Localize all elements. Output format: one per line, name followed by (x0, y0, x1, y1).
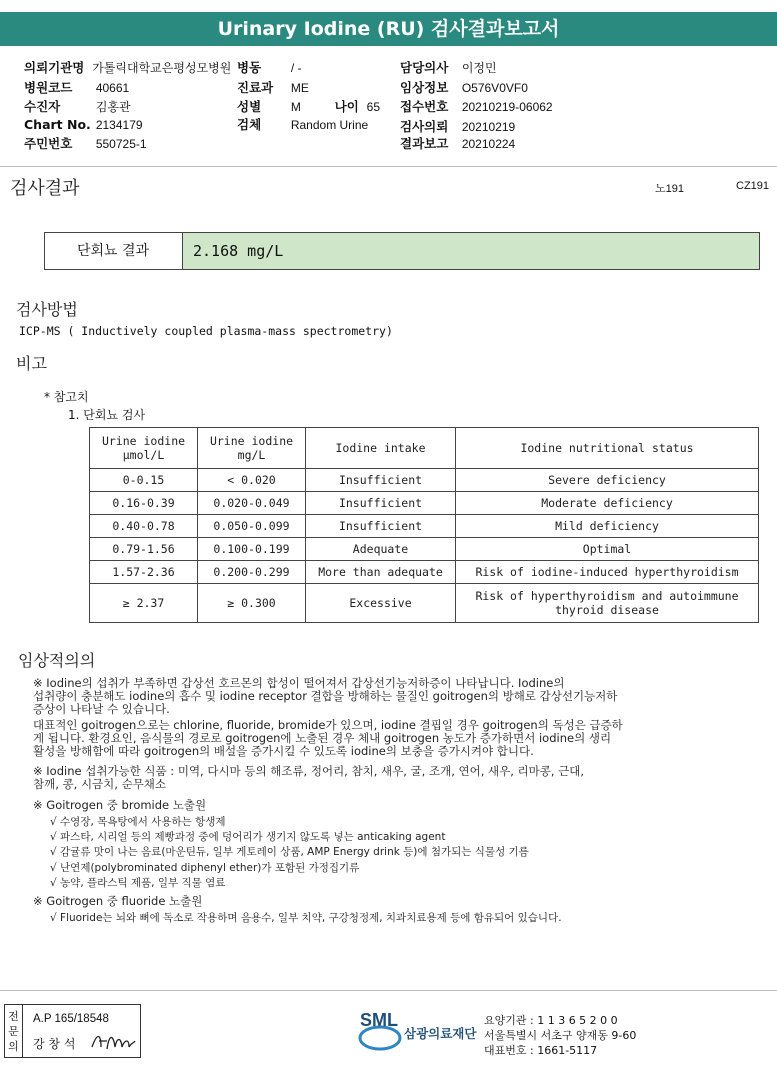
org-phone: 대표번호 : 1661-5117 (484, 1044, 598, 1057)
cell-intake: Insufficient (306, 515, 456, 538)
age-value: 65 (366, 100, 380, 114)
header-row-ward (237, 58, 302, 76)
header-row-patient (24, 97, 131, 115)
cell-intake: Insufficient (306, 469, 456, 492)
request-date-label: 검사의뢰 (400, 119, 449, 134)
signature-icon (89, 1027, 137, 1055)
age-label: 나이 (334, 99, 359, 114)
cell-status: Risk of iodine-induced hyperthyroidism (456, 561, 759, 584)
cell-status: Moderate deficiency (456, 492, 759, 515)
specialist-stamp (4, 1004, 141, 1058)
header-row-report-date (400, 134, 515, 152)
report-title: Urinary Iodine (RU) 검사결과보고서 (0, 12, 777, 46)
fluoride-item: √ Fluoride는 뇌와 뼈에 독소로 작용하며 음용수, 일부 치약, 구강청정제, 치과치료용제 등에 함유되어 있습니다. (50, 912, 562, 924)
header-row-department (237, 78, 309, 96)
department-value: ME (290, 81, 309, 95)
cell-intake: Excessive (306, 584, 456, 623)
cell-mgl: 0.200-0.299 (198, 561, 306, 584)
clinical-p2-line: 참깨, 콩, 시금치, 순무채소 (33, 777, 167, 791)
table-row (90, 469, 759, 492)
code-left: 노191 (655, 183, 684, 195)
accession-label: 접수번호 (400, 99, 449, 114)
sex-value: M (290, 100, 301, 114)
cell-intake: Adequate (306, 538, 456, 561)
cell-umol: 0-0.15 (90, 469, 198, 492)
result-label: 단회뇨 결과 (76, 243, 150, 259)
header-umol (90, 428, 198, 469)
cell-status-line1: Risk of hyperthyroidism and autoimmune (475, 589, 739, 603)
hospital-label: 의뢰기관명 (24, 60, 85, 75)
ap-number: A.P 165/18548 (33, 1013, 109, 1025)
physician-value: 이정민 (461, 61, 497, 75)
request-date-value: 20210219 (461, 120, 516, 134)
header-row-hospital-code (24, 78, 129, 96)
bromide-item: √ 난연제(polybrominated diphenyl ether)가 포함된 가정집기류 (50, 862, 360, 874)
cell-status-line2: thyroid disease (555, 603, 659, 617)
hospital-code-label: 병원코드 (24, 80, 73, 95)
department-label: 진료과 (237, 80, 274, 95)
header-intake: Iodine intake (306, 428, 456, 469)
org-mark: SML (360, 1010, 398, 1030)
org-code: 요양기관 : 1 1 3 6 5 2 0 0 (484, 1014, 618, 1027)
cell-status (456, 584, 759, 623)
clinical-p1-line: 증상이 나타날 수 있습니다. (33, 702, 170, 716)
header-row-physician (400, 58, 497, 76)
header-mgl-line1: Urine iodine (209, 434, 294, 448)
bromide-item: √ 감귤류 맛이 나는 음료(마운틴듀, 일부 게토레이 상품, AMP Energy drink 등)에 첨가되는 식물성 기름 (50, 846, 529, 858)
ward-value: / - (290, 61, 302, 75)
cell-mgl: 0.050-0.099 (198, 515, 306, 538)
cell-status: Mild deficiency (456, 515, 759, 538)
bromide-title: ※ Goitrogen 중 bromide 노출원 (33, 798, 207, 812)
header-divider (0, 166, 777, 167)
result-box (44, 232, 760, 270)
report-date-label: 결과보고 (400, 136, 449, 151)
org-address: 서울특별시 서초구 양재동 9-60 (484, 1029, 637, 1042)
bromide-item: √ 수영장, 목욕탕에서 사용하는 항생제 (50, 816, 226, 828)
clinical-p1-line: 섭취량이 충분해도 iodine의 흡수 및 iodine receptor 결합을 방해하는 물질인 goitrogen의 방해로 갑상선기능저하 (33, 689, 618, 703)
reference-table (89, 427, 759, 623)
accession-value: 20210219-06062 (461, 100, 553, 114)
cell-umol: 1.57-2.36 (90, 561, 198, 584)
cell-intake: More than adequate (306, 561, 456, 584)
header-row-sex (237, 97, 380, 115)
footer-divider (0, 990, 777, 991)
code-right: CZ191 (736, 180, 770, 192)
table-row (90, 515, 759, 538)
header-row-hospital (24, 58, 231, 76)
header-row-accession (400, 97, 553, 115)
table-row (90, 538, 759, 561)
bromide-item: √ 농약, 플라스틱 제품, 일부 직물 염료 (50, 877, 226, 889)
stamp-side-label: 전문의 (5, 1005, 23, 1057)
sex-label: 성별 (237, 99, 262, 114)
chart-no-value: 2134179 (95, 118, 143, 132)
cell-umol: 0.79-1.56 (90, 538, 198, 561)
cell-intake: Insufficient (306, 492, 456, 515)
resident-no-label: 주민번호 (24, 136, 73, 151)
patient-label: 수진자 (24, 99, 61, 114)
section-method-title: 검사방법 (16, 300, 78, 319)
clinical-p1-line: 대표적인 goitrogen으로는 chlorine, fluoride, bromide가 있으며, iodine 결핍일 경우 goitrogen의 독성은 급증하 (33, 718, 623, 732)
clinical-p1-line: 활성을 방해함에 따라 goitrogen의 배설을 증가시킬 수 있도록 iodine의 보충을 증가시켜야 합니다. (33, 744, 534, 758)
org-name: 삼광의료재단 (404, 1026, 477, 1041)
doctor-name: 강 창 석 (33, 1037, 76, 1051)
header-row-request-date (400, 117, 515, 135)
resident-no-value: 550725-1 (95, 137, 147, 151)
cell-mgl: 0.100-0.199 (198, 538, 306, 561)
clinical-info-value: O576V0VF0 (461, 81, 528, 95)
cell-mgl: ≥ 0.300 (198, 584, 306, 623)
cell-umol: ≥ 2.37 (90, 584, 198, 623)
reference-subtitle: 1. 단회뇨 검사 (68, 408, 146, 422)
clinical-info-label: 임상정보 (400, 80, 449, 95)
cell-umol: 0.40-0.78 (90, 515, 198, 538)
chart-no-label: Chart No. (24, 117, 91, 132)
bromide-item: √ 파스타, 시리얼 등의 제빵과정 중에 덩어리가 생기지 않도록 넣는 anticaking agent (50, 831, 446, 843)
header-row-specimen (237, 115, 368, 133)
section-clinical-title: 임상적의의 (18, 651, 96, 670)
specimen-label: 검체 (237, 117, 262, 132)
result-value: 2.168 mg/L (182, 233, 759, 269)
table-row (90, 584, 759, 623)
section-result-title: 검사결과 (10, 178, 80, 199)
hospital-code-value: 40661 (95, 81, 130, 95)
cell-mgl: 0.020-0.049 (198, 492, 306, 515)
clinical-p1-line: ※ Iodine의 섭취가 부족하면 갑상선 호르몬의 합성이 떨어져서 갑상선기능저하증이 나타납니다. Iodine의 (33, 676, 565, 690)
fluoride-title: ※ Goitrogen 중 fluoride 노출원 (33, 894, 203, 908)
cell-status: Severe deficiency (456, 469, 759, 492)
clinical-p1-line: 게 됩니다. 환경요인, 음식물의 경로로 goitrogen에 노출된 경우 체내 goitrogen 농도가 증가하면서 iodine의 생리 (33, 731, 612, 745)
ward-label: 병동 (237, 60, 262, 75)
method-text: ICP-MS ( Inductively coupled plasma-mass spectrometry) (19, 324, 393, 338)
table-row (90, 492, 759, 515)
header-umol-line1: Urine iodine (101, 434, 186, 448)
specimen-value: Random Urine (290, 118, 369, 132)
hospital-value: 가톨릭대학교은평성모병원 (92, 61, 232, 75)
header-row-resident-no (24, 134, 147, 152)
reference-title: * 참고치 (44, 390, 89, 404)
header-row-chart-no (24, 117, 143, 132)
clinical-p2-line: ※ Iodine 섭취가능한 식품 : 미역, 다시마 등의 해조류, 정어리, 참치, 새우, 굴, 조개, 연어, 새우, 리마콩, 근대, (33, 764, 585, 778)
section-remarks-title: 비고 (16, 354, 47, 373)
table-row (90, 561, 759, 584)
header-umol-line2: μmol/L (122, 448, 165, 462)
cell-status: Optimal (456, 538, 759, 561)
header-mgl (198, 428, 306, 469)
cell-mgl: < 0.020 (198, 469, 306, 492)
header-status: Iodine nutritional status (456, 428, 759, 469)
header-mgl-line2: mg/L (237, 448, 266, 462)
report-date-value: 20210224 (461, 137, 516, 151)
table-header-row (90, 428, 759, 469)
patient-value: 김홍관 (95, 100, 131, 114)
physician-label: 담당의사 (400, 60, 449, 75)
cell-umol: 0.16-0.39 (90, 492, 198, 515)
header-row-clinical-info (400, 78, 528, 96)
